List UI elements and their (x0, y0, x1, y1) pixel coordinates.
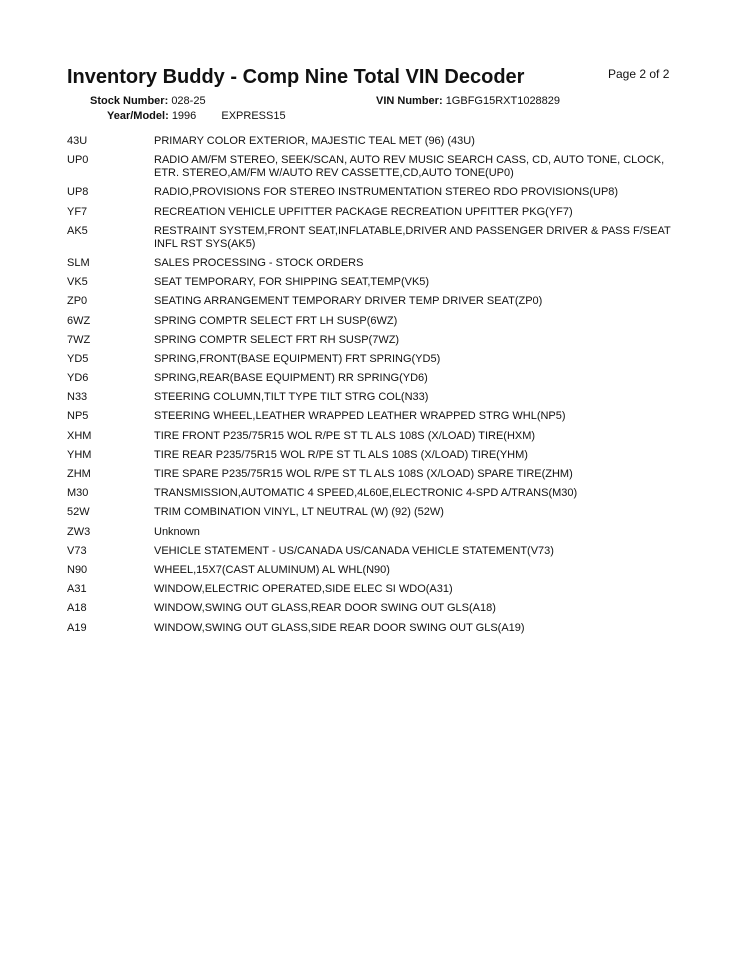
option-row (67, 315, 687, 328)
option-code: VK5 (67, 276, 88, 289)
year-value: 1996 (171, 110, 197, 122)
page-title: Inventory Buddy - Comp Nine Total VIN Decoder (67, 66, 525, 88)
stock-number-label: Stock Number: (90, 95, 169, 107)
option-row (67, 276, 687, 289)
option-code: NP5 (67, 410, 89, 423)
option-description: WINDOW,SWING OUT GLASS,REAR DOOR SWING OUT GLS(A18) (154, 602, 496, 615)
option-row (67, 430, 687, 443)
option-description: SPRING COMPTR SELECT FRT RH SUSP(7WZ) (154, 333, 400, 346)
option-row (67, 334, 687, 347)
option-code: XHM (67, 429, 92, 442)
vin-number (376, 95, 560, 107)
option-description: TIRE SPARE P235/75R15 WOL R/PE ST TL ALS 108S (X/LOAD) SPARE TIRE(ZHM) (154, 468, 573, 480)
option-code: ZP0 (67, 295, 88, 308)
option-code: ZW3 (67, 525, 91, 538)
option-code: 52W (67, 506, 90, 519)
option-description: STEERING WHEEL,LEATHER WRAPPED LEATHER WRAPPED STRG WHL(NP5) (154, 410, 566, 423)
option-description: WINDOW,SWING OUT GLASS,SIDE REAR DOOR SWING OUT GLS(A19) (154, 621, 525, 634)
option-code: 6WZ (67, 314, 91, 327)
option-code: A19 (67, 621, 87, 634)
option-row (67, 154, 687, 180)
stock-number-value: 028-25 (171, 95, 206, 107)
option-code: 43U (67, 135, 88, 147)
option-row (67, 564, 687, 577)
option-row (67, 449, 687, 462)
option-description: WINDOW,ELECTRIC OPERATED,SIDE ELEC SI WDO(A31) (154, 583, 453, 596)
option-description: STEERING COLUMN,TILT TYPE TILT STRG COL(N33) (154, 391, 429, 404)
option-code: ZHM (67, 468, 91, 480)
option-code: SLM (67, 256, 90, 269)
option-code: YD6 (67, 372, 89, 385)
option-description: PRIMARY COLOR EXTERIOR, MAJESTIC TEAL MET (96) (43U) (154, 135, 475, 147)
model-value: EXPRESS15 (221, 110, 286, 122)
option-description: RADIO,PROVISIONS FOR STEREO INSTRUMENTATION STEREO RDO PROVISIONS(UP8) (154, 186, 619, 199)
option-description: TRANSMISSION,AUTOMATIC 4 SPEED,4L60E,ELECTRONIC 4-SPD A/TRANS(M30) (154, 487, 578, 500)
option-row (67, 545, 687, 558)
option-code: 7WZ (67, 333, 91, 346)
option-code: UP0 (67, 154, 89, 167)
year-model (107, 110, 286, 122)
vin-number-value: 1GBFG15RXT1028829 (445, 95, 561, 107)
option-row (67, 468, 687, 481)
option-row (67, 225, 687, 251)
option-description: SPRING,FRONT(BASE EQUIPMENT) FRT SPRING(YD5) (154, 352, 441, 365)
page-number: Page 2 of 2 (608, 67, 670, 81)
option-row (67, 583, 687, 596)
option-description: RESTRAINT SYSTEM,FRONT SEAT,INFLATABLE,DRIVER AND PASSENGER DRIVER & PASS F/SEAT INFL RST SYS(AK5) (154, 224, 671, 250)
option-description: SEATING ARRANGEMENT TEMPORARY DRIVER TEMP DRIVER SEAT(ZP0) (154, 295, 543, 308)
option-code: N33 (67, 391, 88, 404)
option-row (67, 391, 687, 404)
option-row (67, 487, 687, 500)
option-description: SEAT TEMPORARY, FOR SHIPPING SEAT,TEMP(VK5) (154, 276, 430, 289)
option-description: RECREATION VEHICLE UPFITTER PACKAGE RECREATION UPFITTER PKG(YF7) (154, 205, 573, 218)
option-code: AK5 (67, 224, 88, 237)
option-description: VEHICLE STATEMENT - US/CANADA US/CANADA VEHICLE STATEMENT(V73) (154, 544, 554, 557)
option-row (67, 135, 687, 148)
option-description: TIRE FRONT P235/75R15 WOL R/PE ST TL ALS 108S (X/LOAD) TIRE(HXM) (154, 429, 536, 442)
option-code: A31 (67, 583, 87, 596)
option-description: WHEEL,15X7(CAST ALUMINUM) AL WHL(N90) (154, 563, 390, 576)
option-description: Unknown (154, 525, 200, 538)
option-row (67, 353, 687, 366)
option-code: YD5 (67, 352, 89, 365)
vin-number-label: VIN Number: (376, 95, 443, 107)
option-row (67, 206, 687, 219)
option-row (67, 506, 687, 519)
option-description: SPRING COMPTR SELECT FRT LH SUSP(6WZ) (154, 314, 398, 327)
option-code: YF7 (67, 205, 88, 218)
option-row (67, 410, 687, 423)
option-code: N90 (67, 563, 88, 576)
option-row (67, 526, 687, 539)
option-row (67, 295, 687, 308)
option-code: UP8 (67, 186, 89, 199)
option-description: RADIO AM/FM STEREO, SEEK/SCAN, AUTO REV MUSIC SEARCH CASS, CD, AUTO TONE, CLOCK, ETR. STEREO,AM/FM W/AUTO REV CASSETTE,CD,AUTO TONE(UP0) (154, 154, 665, 180)
option-code: YHM (67, 448, 92, 461)
stock-number (90, 95, 206, 107)
option-description: SPRING,REAR(BASE EQUIPMENT) RR SPRING(YD6) (154, 372, 428, 385)
option-code-list (67, 135, 687, 641)
option-code: A18 (67, 602, 87, 615)
option-row (67, 372, 687, 385)
option-row (67, 622, 687, 635)
option-description: TRIM COMBINATION VINYL, LT NEUTRAL (W) (92) (52W) (154, 506, 444, 519)
option-code: M30 (67, 487, 89, 500)
option-code: V73 (67, 544, 87, 557)
year-model-label: Year/Model: (107, 110, 169, 122)
option-row (67, 257, 687, 270)
option-row (67, 602, 687, 615)
option-description: SALES PROCESSING - STOCK ORDERS (154, 256, 364, 269)
option-description: TIRE REAR P235/75R15 WOL R/PE ST TL ALS 108S (X/LOAD) TIRE(YHM) (154, 448, 528, 461)
option-row (67, 186, 687, 199)
